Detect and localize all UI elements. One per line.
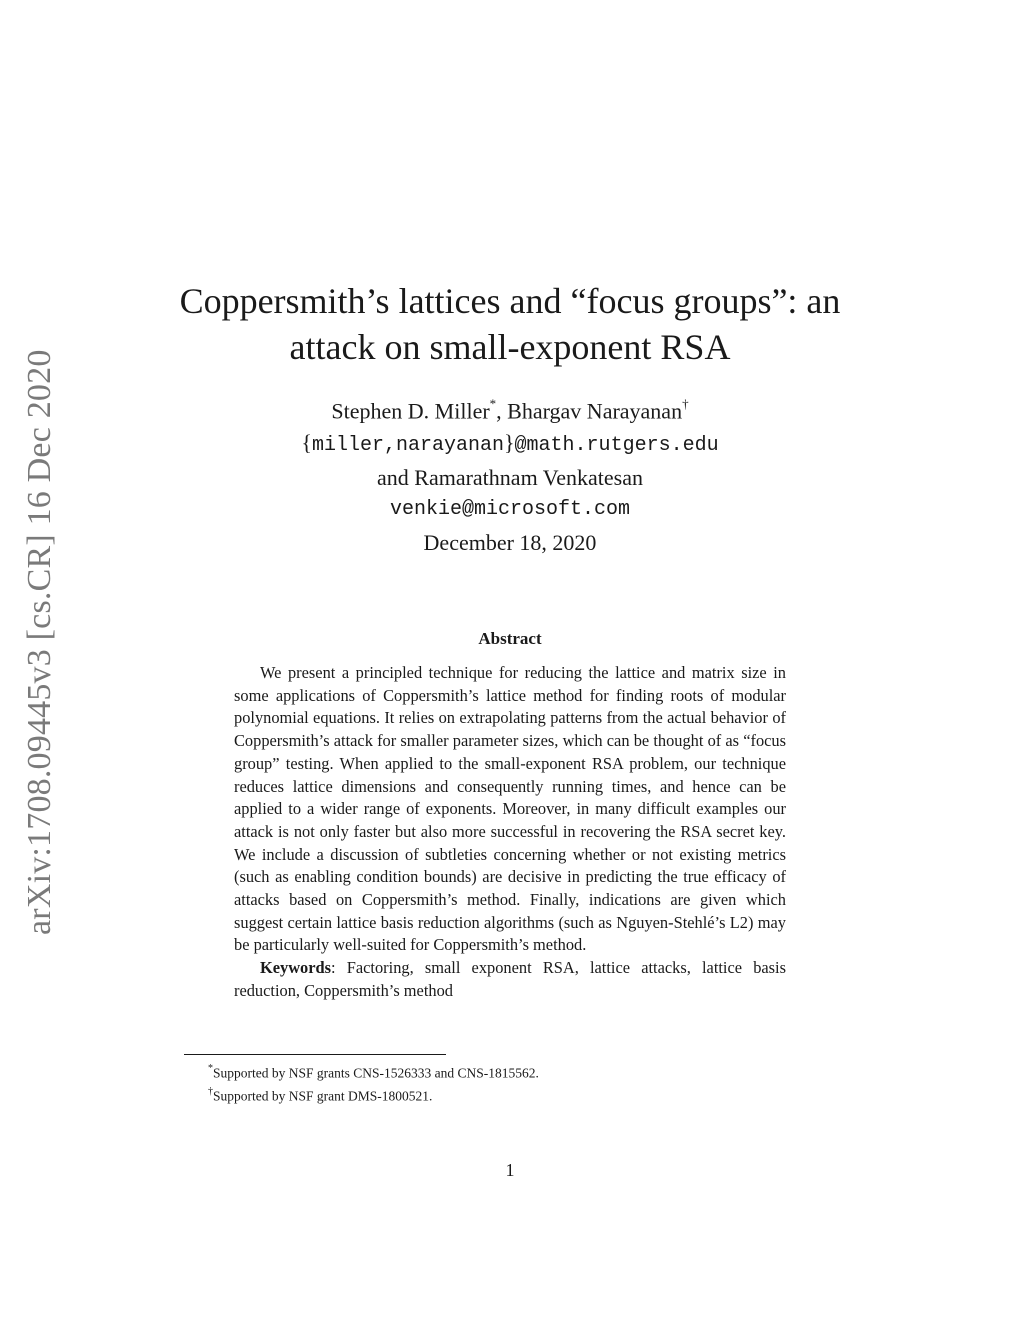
- footnotes: [208, 1060, 808, 1105]
- paper-date: December 18, 2020: [423, 530, 597, 555]
- abstract-body: [234, 662, 786, 1003]
- paper-title-line-2: attack on small-exponent RSA: [289, 327, 731, 367]
- email-names: miller,narayanan: [311, 434, 504, 458]
- footnote-2-text: Supported by NSF grant DMS-1800521.: [213, 1088, 433, 1103]
- author-footnote-mark-1: *: [489, 396, 497, 411]
- footnote-1-text: Supported by NSF grants CNS-1526333 and CNS-1815562.: [213, 1065, 539, 1081]
- footnote-2-mark: †: [208, 1085, 213, 1097]
- email-brace-close: }: [503, 430, 515, 456]
- paper-title-line-1: Coppersmith’s lattices and “focus groups”: an: [179, 281, 841, 321]
- email-domain: @math.rutgers.edu: [514, 434, 719, 458]
- keywords-paragraph: [234, 957, 786, 1002]
- footnote-1: [208, 1060, 808, 1083]
- footnote-1-mark: *: [208, 1063, 213, 1074]
- author-email-venkatesan: venkie@microsoft.com: [389, 498, 631, 522]
- keywords-text: : Factoring, small exponent RSA, lattice attacks, lattice basis reduction, Coppersmith’s method: [234, 958, 786, 1000]
- author-separator: ,: [496, 398, 502, 424]
- author-name-miller: Stephen D. Miller: [331, 398, 490, 424]
- keywords-label: Keywords: [260, 958, 332, 978]
- paper-title: [140, 278, 880, 370]
- author-names-line: [200, 390, 820, 427]
- author-email-line: [200, 427, 820, 462]
- page-number: 1: [505, 1160, 515, 1180]
- abstract-paragraph: We present a principled technique for reducing the lattice and matrix size in some applications of Coppersmith’s lattice method for finding roots of modular polynomial equations. It relies on extrapolating patterns from the actual behavior of Coppersmith’s attack for smaller parameter sizes, which can be thought of as “focus group” testing. When applied to the small-exponent RSA problem, our technique reduces lattice dimensions and consequently running times, and hence can be applied to a wider range of exponents. Moreover, in many difficult examples our attack is not only faster but also more successful in recovering the RSA secret key. We include a discussion of subtleties concerning whether or not existing metrics (such as enabling condition bounds) are decisive in predicting the true efficacy of attacks based on Coppersmith’s method. Finally, indications are given which suggest certain lattice basis reduction algorithms (such as Nguyen-Stehlé’s L2) may be particularly well-suited for Coppersmith’s method.: [234, 663, 786, 955]
- author-block: [200, 390, 820, 526]
- abstract-heading: Abstract: [478, 629, 542, 648]
- author-footnote-mark-2: †: [682, 396, 689, 411]
- footnote-2: [208, 1083, 808, 1106]
- author-name-venkatesan: and Ramarathnam Venkatesan: [377, 465, 643, 491]
- footnote-divider: [184, 1054, 446, 1055]
- author-name-narayanan: Bhargav Narayanan: [507, 398, 683, 424]
- arxiv-identifier-stamp: arXiv:1708.09445v3 [cs.CR] 16 Dec 2020: [21, 349, 58, 935]
- email-brace-open: {: [301, 430, 312, 456]
